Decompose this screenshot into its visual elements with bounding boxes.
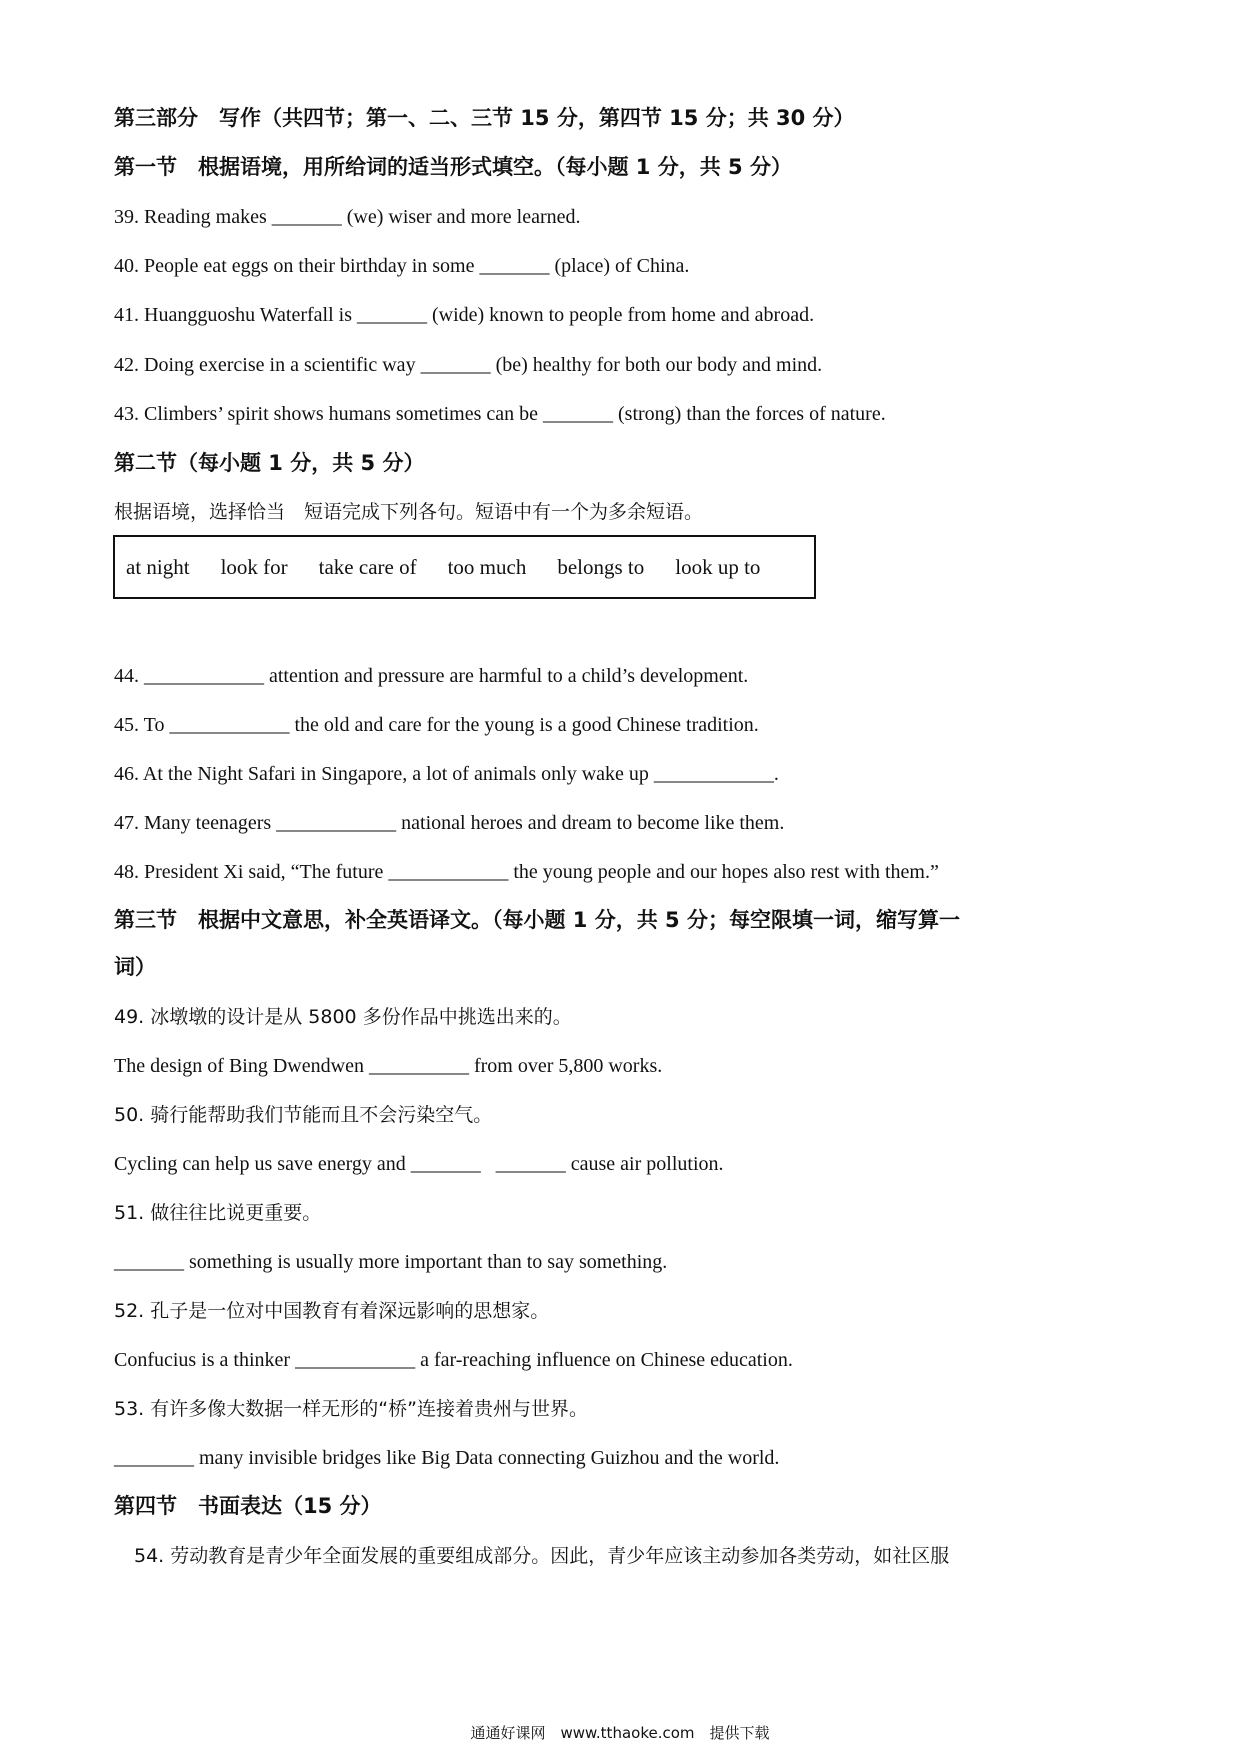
- question-41: 41. Huangguoshu Waterfall is _______ (wide) known to people from home and abroad.: [114, 304, 815, 326]
- phrase-item: at night: [126, 554, 190, 579]
- question-53-chinese: 53. 有许多像大数据一样无形的“桥”连接着贵州与世界。: [114, 1398, 588, 1420]
- question-46: 46. At the Night Safari in Singapore, a lot of animals only wake up ____________.: [114, 763, 779, 785]
- question-49-english: The design of Bing Dwendwen __________ from over 5,800 works.: [114, 1055, 663, 1077]
- question-52-chinese: 52. 孔子是一位对中国教育有着深远影响的思想家。: [114, 1300, 550, 1322]
- section3-title-cont: 词）: [114, 955, 156, 979]
- question-43: 43. Climbers’ spirit shows humans sometimes can be _______ (strong) than the forces of nature.: [114, 403, 886, 425]
- section2-instructions: 根据语境，选择恰当 短语完成下列各句。短语中有一个为多余短语。: [114, 501, 704, 523]
- question-48: 48. President Xi said, “The future ____________ the young people and our hopes also rest with them.”: [114, 861, 939, 883]
- question-52-english: Confucius is a thinker ____________ a far-reaching influence on Chinese education.: [114, 1349, 793, 1371]
- question-39: 39. Reading makes _______ (we) wiser and more learned.: [114, 206, 581, 228]
- phrase-item: take care of: [318, 554, 417, 579]
- question-44: 44. ____________ attention and pressure are harmful to a child’s development.: [114, 665, 749, 687]
- question-50-english: Cycling can help us save energy and _______ _______ cause air pollution.: [114, 1153, 724, 1175]
- page-footer: 通通好课网 www.tthaoke.com 提供下载: [470, 1724, 770, 1742]
- question-50-chinese: 50. 骑行能帮助我们节能而且不会污染空气。: [114, 1104, 493, 1126]
- question-53-english: ________ many invisible bridges like Big Data connecting Guizhou and the world.: [114, 1447, 780, 1469]
- question-49-chinese: 49. 冰墩墩的设计是从 5800 多份作品中挑选出来的。: [114, 1006, 572, 1028]
- question-54: 54. 劳动教育是青少年全面发展的重要组成部分。因此，青少年应该主动参加各类劳动，如社区服: [134, 1545, 950, 1567]
- question-47: 47. Many teenagers ____________ national heroes and dream to become like them.: [114, 812, 785, 834]
- question-51-english: _______ something is usually more important than to say something.: [114, 1251, 668, 1273]
- question-42: 42. Doing exercise in a scientific way _______ (be) healthy for both our body and mind.: [114, 354, 823, 376]
- section2-title: 第二节（每小题 1 分，共 5 分）: [114, 451, 425, 475]
- phrase-item: look up to: [675, 554, 761, 579]
- phrase-item: look for: [220, 554, 288, 579]
- question-40: 40. People eat eggs on their birthday in some _______ (place) of China.: [114, 255, 690, 277]
- question-51-chinese: 51. 做往往比说更重要。: [114, 1202, 322, 1224]
- phrase-box: [113, 535, 816, 599]
- question-45: 45. To ____________ the old and care for the young is a good Chinese tradition.: [114, 714, 759, 736]
- phrase-item: too much: [447, 554, 527, 579]
- phrase-item: belongs to: [557, 554, 645, 579]
- section4-title: 第四节 书面表达（15 分）: [114, 1494, 382, 1518]
- section3-title: 第三节 根据中文意思，补全英语译文。（每小题 1 分，共 5 分；每空限填一词，缩写算一: [114, 908, 960, 932]
- part3-title: 第三部分 写作（共四节；第一、二、三节 15 分，第四节 15 分；共 30 分）: [114, 106, 855, 130]
- section1-title: 第一节 根据语境，用所给词的适当形式填空。（每小题 1 分，共 5 分）: [114, 155, 792, 179]
